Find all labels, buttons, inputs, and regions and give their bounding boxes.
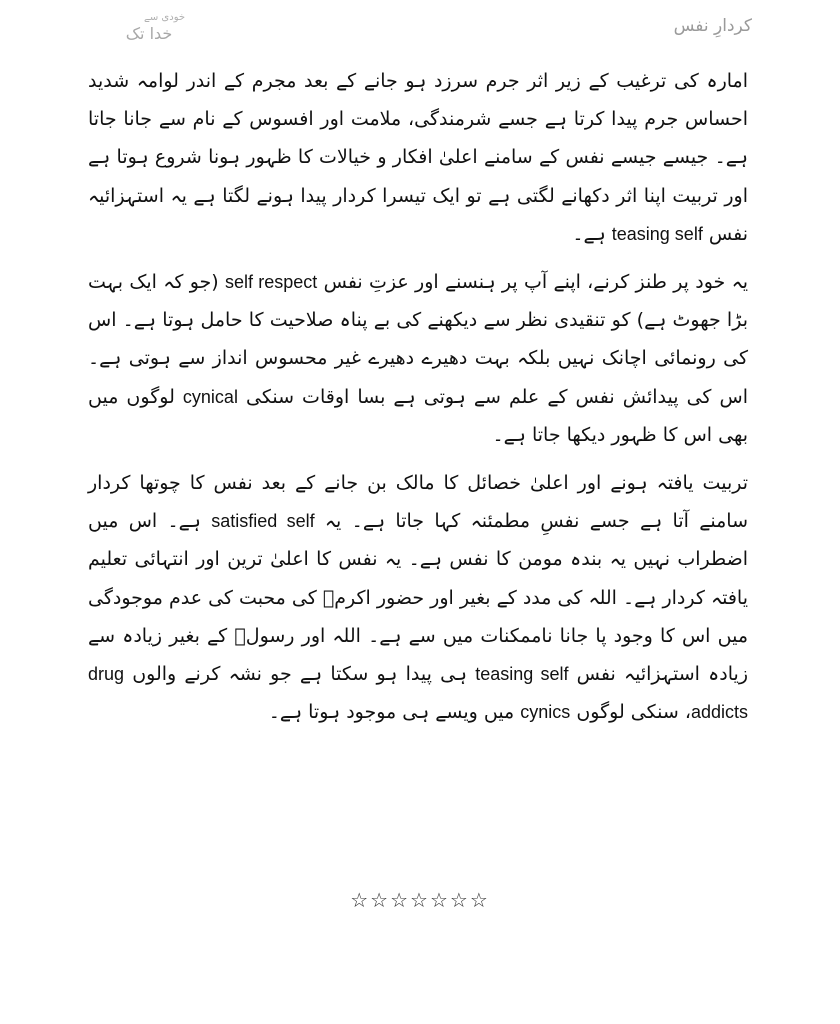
text-run: ، سنکی لوگوں [570,701,691,724]
paragraph-2 [88,263,748,454]
text-run: ہے۔ [572,222,612,245]
english-term: self respect [225,272,318,293]
text-run: (جو کہ ایک بہت بڑا جھوٹ ہے) کو تنقیدی نظر سے دیکھنے کی بے پناہ صلاحیت کا حامل ہوتا ہے۔ اس کی رونمائی اچانک نہیں بلکہ بہت دھیرے دھیرے غیر محسوس انداز سے ہوتی ہے۔ اس کی پیدائش نفس کے علم سے ہوتی ہے بسا اوقات سنکی [88,271,748,408]
text-run: لوگوں میں بھی اس کا ظہور دیکھا جاتا ہے۔ [88,385,748,446]
logo-main-text: خدا تک [125,24,173,43]
english-term: teasing self [611,223,703,244]
text-run: یہ خود پر طنز کرنے، اپنے آپ پر ہنسنے اور عزتِ نفس [317,271,748,294]
logo-super-text: خودی سے [144,12,186,23]
book-logo [110,12,230,52]
text-run: تربیت یافتہ ہونے اور اعلیٰ خصائل کا مالک بن جانے کے بعد نفس کا چوتھا کردار سامنے آتا ہے جسے نفسِ مطمئنہ کہا جاتا ہے۔ یہ [88,472,748,533]
english-term: drug addicts [88,664,748,723]
english-term: teasing self [475,664,569,685]
text-run: ہی پیدا ہو سکتا ہے جو نشہ کرنے والوں [124,663,476,686]
section-divider-stars: ☆☆☆☆☆☆☆ [350,888,490,912]
paragraph-1 [88,62,748,253]
paragraph-3 [88,464,748,731]
english-term: cynical [182,386,238,407]
chapter-title: کردارِ نفس [673,16,752,36]
english-term: satisfied self [211,511,315,532]
text-run: امارہ کی ترغیب کے زیر اثر جرم سرزد ہو جانے کے بعد مجرم کے اندر لوامہ شدید احساس جرم پیدا کرتا ہے جسے شرمندگی، ملامت اور افسوس کے نام سے جانا جاتا ہے۔ جیسے جیسے نفس کے سامنے اعلیٰ افکار و خیالات کا ظہور ہونا شروع ہوتا ہے اور تربیت اپنا اثر دکھانے لگتی ہے تو ایک تیسرا کردار پیدا ہونے لگتا ہے یہ استہزائیہ نفس [88,70,748,245]
text-run: میں ویسے ہی موجود ہوتا ہے۔ [268,701,521,724]
english-term: cynics [520,702,571,723]
text-run: ہے۔ اس میں اضطراب نہیں یہ بندہ مومن کا نفس ہے۔ یہ نفس کا اعلیٰ ترین اور انتہائی تعلیم یافتہ کردار ہے۔ اللہ کی مدد کے بغیر اور حضور اکرمؐ کی محبت کی عدم موجودگی میں اس کا وجود پا جانا ناممکنات میں سے ہے۔ اللہ اور رسولؐ کے بغیر زیادہ سے زیادہ استہزائیہ نفس [88,510,748,686]
page-header [0,12,840,52]
body-text [88,62,748,731]
